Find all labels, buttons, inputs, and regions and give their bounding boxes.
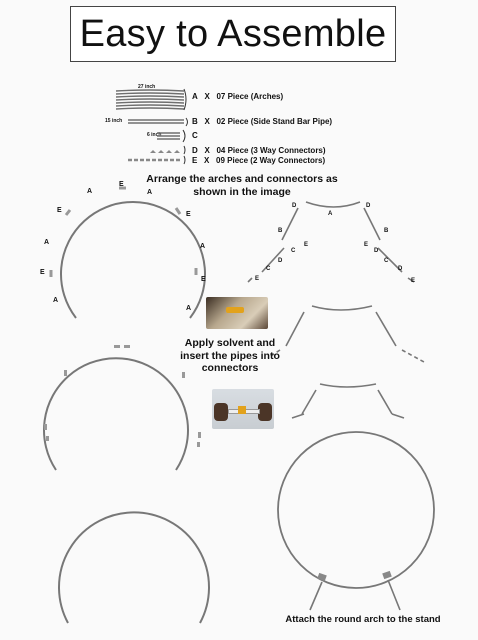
svg-text:C: C bbox=[266, 266, 271, 272]
side-bar-pipes bbox=[128, 120, 184, 123]
bar-length-label: 15 inch bbox=[105, 118, 123, 124]
svg-text:C: C bbox=[291, 248, 296, 254]
step1-stand-labels bbox=[255, 203, 415, 284]
insert-pipe-photo bbox=[212, 389, 274, 429]
svg-text:E: E bbox=[364, 242, 369, 248]
solvent-caption: Apply solvent and insert the pipes into connectors bbox=[180, 337, 280, 374]
svg-text:A: A bbox=[87, 188, 93, 195]
svg-text:E: E bbox=[40, 269, 45, 276]
svg-text:C: C bbox=[384, 258, 389, 264]
step3-stand bbox=[292, 384, 404, 418]
page-title: Easy to Assemble bbox=[79, 12, 387, 55]
attach-caption: Attach the round arch to the stand bbox=[285, 614, 441, 625]
short-pipes bbox=[157, 133, 180, 139]
svg-text:A: A bbox=[186, 305, 192, 312]
svg-text:E: E bbox=[304, 242, 309, 248]
step3-arch bbox=[59, 512, 209, 623]
step1-arch-layout bbox=[51, 188, 205, 318]
three-way-connectors bbox=[150, 150, 180, 153]
svg-text:E: E bbox=[57, 207, 62, 214]
svg-text:B: B bbox=[278, 228, 283, 234]
svg-text:A: A bbox=[44, 239, 50, 246]
svg-text:A: A bbox=[200, 243, 206, 250]
svg-text:A: A bbox=[147, 189, 153, 196]
solvent-photo bbox=[206, 297, 268, 329]
svg-text:B: B bbox=[384, 228, 389, 234]
arch-pipe-bundle bbox=[116, 90, 184, 109]
step4-assembly bbox=[278, 432, 434, 610]
svg-text:D: D bbox=[374, 248, 379, 254]
svg-text:E: E bbox=[411, 278, 416, 284]
step1-labels bbox=[40, 181, 206, 312]
svg-text:D: D bbox=[398, 266, 403, 272]
svg-text:D: D bbox=[278, 258, 283, 264]
c-length-label: 6 inch bbox=[147, 132, 162, 138]
step2-stand bbox=[268, 306, 424, 362]
svg-text:E: E bbox=[201, 276, 206, 283]
svg-text:A: A bbox=[328, 211, 333, 217]
label-e: E bbox=[119, 181, 124, 188]
legend-row-a: A X 07 Piece (Arches) bbox=[192, 92, 284, 101]
svg-text:E: E bbox=[186, 211, 191, 218]
step2-arch bbox=[44, 345, 201, 470]
legend-row-c: C bbox=[192, 131, 198, 140]
svg-text:D: D bbox=[366, 203, 371, 209]
arrange-caption: Arrange the arches and connectors as shown in the image bbox=[146, 173, 338, 198]
svg-text:A: A bbox=[53, 297, 59, 304]
svg-text:D: D bbox=[292, 203, 297, 209]
arch-length-label: 27 inch bbox=[138, 84, 156, 90]
svg-text:E: E bbox=[255, 276, 260, 282]
legend-row-e: E X 09 Piece (2 Way Connectors) bbox=[192, 156, 326, 165]
legend-row-d: D X 04 Piece (3 Way Connectors) bbox=[192, 146, 326, 155]
legend-row-b: B X 02 Piece (Side Stand Bar Pipe) bbox=[192, 117, 333, 126]
